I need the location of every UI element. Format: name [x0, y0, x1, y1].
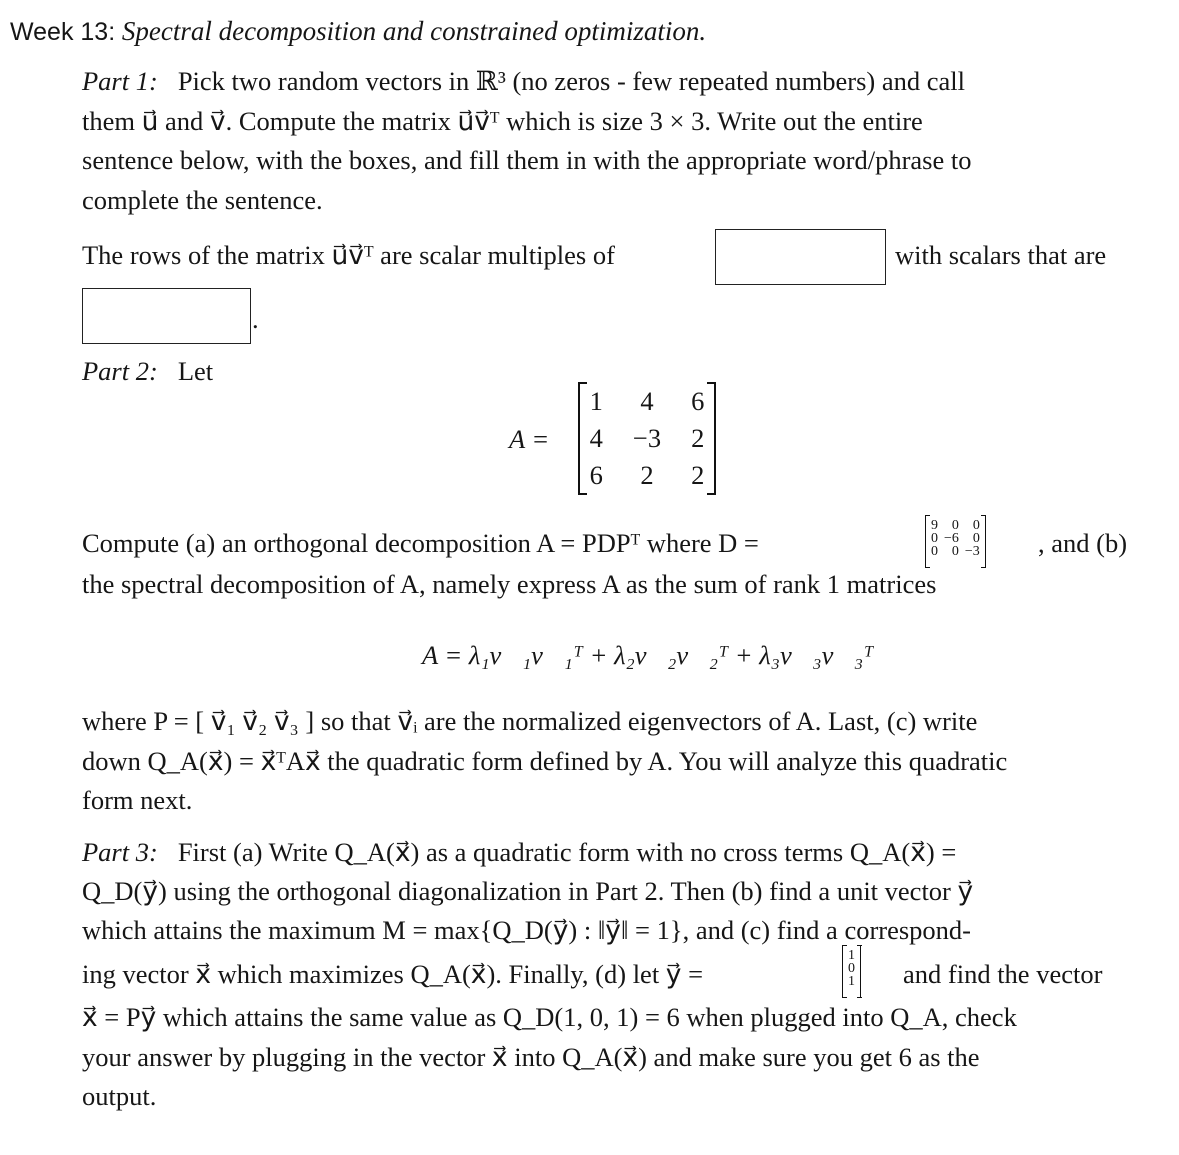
part1-line-1-inner — [82, 62, 965, 102]
matrix-D-cell: 9 — [931, 518, 938, 533]
matrix-D-cell: 0 — [972, 518, 980, 533]
matrix-A-cell: −3 — [632, 423, 662, 453]
matrix-A-cell: 4 — [640, 386, 654, 416]
week-label: Week 13: — [10, 18, 116, 46]
part2-label: Part 2: — [82, 356, 158, 386]
matrix-D-cell: 0 — [972, 531, 980, 546]
matrix-A-row — [580, 457, 714, 494]
matrix-A-cell: 4 — [589, 423, 603, 453]
part3-line-2: Q_D(y⃗) using the orthogonal diagonalization in Part 2. Then (b) find a unit vector y⃗ — [82, 876, 974, 906]
spectral-line: the spectral decomposition of A, namely express A as the sum of rank 1 matrices — [82, 569, 937, 599]
matrix-A-table — [580, 383, 714, 494]
answer-box-2[interactable] — [82, 288, 251, 344]
part3-line-6: your answer by plugging in the vector x⃗ into Q_A(x⃗) and make sure you get 6 as the — [82, 1042, 980, 1072]
part1-label: Part 1: — [82, 66, 158, 96]
matrix-A-row — [580, 420, 714, 457]
matrix-A-cell: 2 — [691, 423, 705, 453]
matrix-D-table — [928, 519, 983, 558]
matrix-D-row — [928, 545, 983, 558]
where-line: where P = [ v⃗₁ v⃗₂ v⃗₃ ] so that v⃗ᵢ are the normalized eigenvectors of A. Last, (c) write — [82, 706, 978, 736]
vector-y — [842, 946, 861, 997]
matrix-A-row — [580, 383, 714, 420]
part1-sentence-3: sentence below, with the boxes, and fill them in with the appropriate word/phrase to — [82, 145, 972, 175]
compute-a-text: Compute (a) an orthogonal decomposition A = PDPᵀ where D = — [82, 528, 759, 558]
matrix-D-cell: 0 — [931, 544, 938, 559]
fill-sentence-start: The rows of the matrix u⃗v⃗ᵀ are scalar multiples of — [82, 240, 615, 270]
page-title — [10, 12, 706, 53]
matrix-D-cell: 0 — [951, 518, 959, 533]
part1-sentence-1: Pick two random vectors in ℝ³ (no zeros - few repeated numbers) and call — [177, 66, 965, 96]
vector-y-row — [845, 975, 858, 988]
matrix-A-cell: 6 — [589, 460, 603, 490]
trailing-period: . — [252, 304, 259, 334]
part2-header — [82, 352, 213, 392]
matrix-A — [578, 383, 716, 494]
vector-y-cell: 0 — [848, 961, 855, 976]
matrix-D — [925, 516, 986, 567]
vector-y-cell: 1 — [848, 948, 855, 963]
matrix-D-cell: 0 — [931, 531, 938, 546]
vector-y-cell: 1 — [848, 974, 855, 989]
fill-sentence-end: with scalars that are — [895, 240, 1107, 270]
matrix-A-cell: 2 — [640, 460, 654, 490]
matrix-A-cell: 1 — [589, 386, 603, 416]
compute-b-text: , and (b) — [1038, 528, 1128, 558]
matrix-D-cell: 0 — [951, 544, 959, 559]
part1-paragraph — [82, 62, 1150, 220]
down-line: down Q_A(x⃗) = x⃗ᵀAx⃗ the quadratic form defined by A. You will analyze this quadratic — [82, 746, 1008, 776]
vector-y-table — [845, 949, 858, 988]
matrix-D-cell: −6 — [944, 531, 959, 546]
part1-sentence-2: them u⃗ and v⃗. Compute the matrix u⃗v⃗ᵀ which is size 3 × 3. Write out the entire — [82, 105, 923, 136]
part3-line-1 — [82, 833, 956, 873]
part3-line-4-start: ing vector x⃗ which maximizes Q_A(x⃗). Finally, (d) let y⃗ = — [82, 959, 704, 989]
part3-line-5: x⃗ = Py⃗ which attains the same value as Q_D(1, 0, 1) = 6 when plugged into Q_A, check — [82, 1002, 1017, 1032]
matrix-A-cell: 2 — [691, 460, 705, 490]
part1-sentence-4: complete the sentence. — [82, 184, 323, 215]
part2-let: Let — [177, 356, 214, 386]
display-equation: A = λ₁v⃗₁v⃗₁ᵀ + λ₂v⃗₂v⃗₂ᵀ + λ₃v⃗₃v⃗₃ᵀ — [422, 640, 874, 670]
part3-line-3: which attains the maximum M = max{Q_D(y⃗) : ‖y⃗‖ = 1}, and (c) find a correspond- — [82, 915, 972, 945]
part1-line-1 — [82, 62, 1150, 102]
matrix-A-cell: 6 — [691, 386, 705, 416]
part3-label: Part 3: — [82, 837, 158, 867]
week-topic: Spectral decomposition and constrained optimization. — [121, 16, 707, 46]
part3-line-7: output. — [82, 1081, 157, 1111]
part3-line-4-end: and find the vector — [903, 959, 1103, 989]
part3-text-1: First (a) Write Q_A(x⃗) as a quadratic form with no cross terms Q_A(x⃗) = — [177, 837, 957, 867]
form-next: form next. — [82, 785, 193, 815]
answer-box-1[interactable] — [715, 229, 886, 285]
matrix-A-lhs: A = — [509, 424, 550, 454]
matrix-D-cell: −3 — [964, 544, 980, 559]
